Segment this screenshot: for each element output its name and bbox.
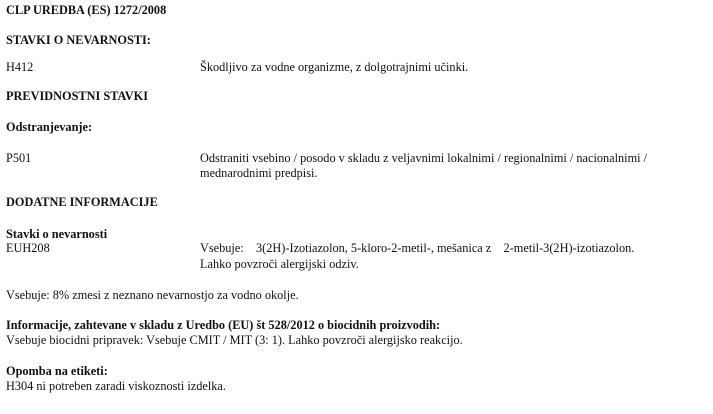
precautionary-statements-heading: PREVIDNOSTNI STAVKI — [6, 89, 149, 103]
disposal-heading: Odstranjevanje: — [6, 120, 93, 134]
precautionary-text-p501-line2: mednarodnimi predpisi. — [200, 166, 318, 180]
precautionary-code-p501: P501 — [6, 151, 32, 165]
euh-text-euh208-line1: Vsebuje: 3(2H)-Izotiazolon, 5-kloro-2-metil-, mešanica z 2-metil-3(2H)-izotiazolon. — [200, 241, 635, 255]
precautionary-text-p501-line1: Odstraniti vsebino / posodo v skladu z veljavnimi lokalnimi / regionalnimi / nacionalnimi / — [200, 151, 648, 165]
hazard-statements-heading: STAVKI O NEVARNOSTI: — [6, 33, 151, 47]
additional-information-heading: DODATNE INFORMACIJE — [6, 195, 158, 209]
euh-code-euh208: EUH208 — [6, 241, 50, 255]
label-note-text: H304 ni potreben zaradi viskoznosti izdelka. — [6, 379, 226, 393]
biocide-info-heading: Informacije, zahtevane v skladu z Uredbo (EU) št 528/2012 o biocidnih proizvodih: — [6, 318, 441, 332]
additional-hazard-subheading: Stavki o nevarnosti — [6, 227, 108, 241]
biocide-info-text: Vsebuje biocidni pripravek: Vsebuje CMIT / MIT (3: 1). Lahko povzroči alergijsko reakcijo. — [6, 333, 463, 347]
unknown-hazard-note: Vsebuje: 8% zmesi z neznano nevarnostjo za vodno okolje. — [6, 288, 299, 302]
euh-text-euh208-line2: Lahko povzroči alergijski odziv. — [200, 257, 359, 271]
hazard-code-h412: H412 — [6, 60, 34, 74]
hazard-text-h412: Škodljivo za vodne organizme, z dolgotrajnimi učinki. — [200, 60, 469, 74]
label-note-heading: Opomba na etiketi: — [6, 364, 108, 378]
regulation-heading: CLP UREDBA (ES) 1272/2008 — [6, 3, 167, 17]
